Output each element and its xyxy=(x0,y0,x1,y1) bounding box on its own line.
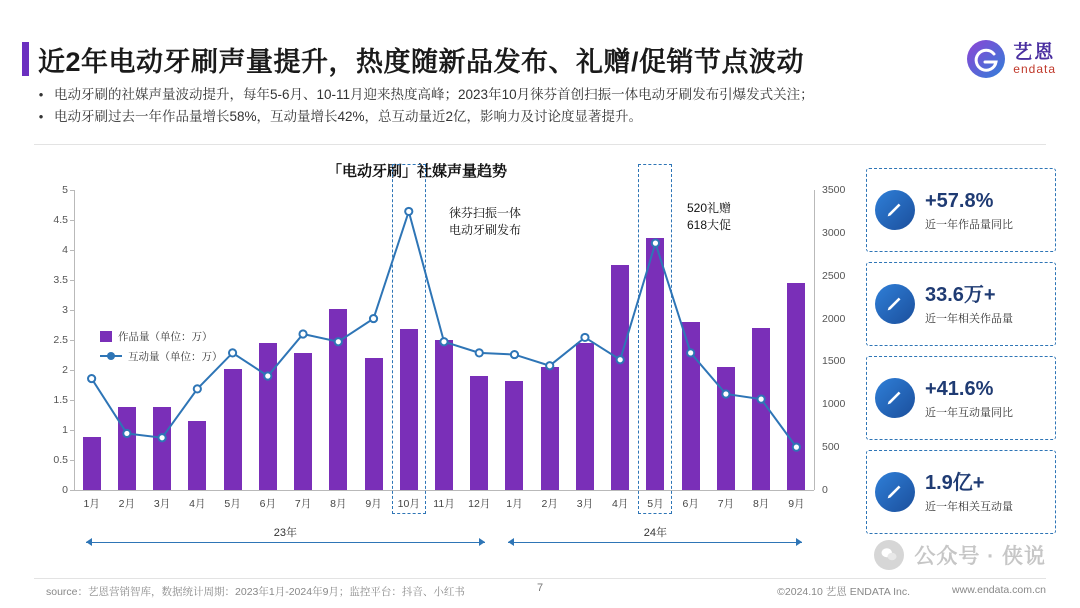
kpi-value: +41.6% xyxy=(925,377,994,400)
x-tick-label: 5月 xyxy=(647,498,664,510)
footer-divider xyxy=(34,578,1046,579)
kpi-card xyxy=(866,450,1056,534)
x-tick-label: 4月 xyxy=(612,498,629,510)
kpi-label: 近一年作品量同比 xyxy=(925,218,1013,231)
chart-title: 「电动牙刷」社媒声量趋势 xyxy=(326,163,507,180)
x-tick-label: 3月 xyxy=(576,498,594,510)
y-tick-label-right: 500 xyxy=(822,441,840,454)
year-bracket-23-arrow-left xyxy=(86,538,92,546)
legend-label: 互动量（单位：万） xyxy=(128,350,223,363)
y-tick-label-right: 3500 xyxy=(822,184,846,196)
year-bracket-23-arrow-right xyxy=(479,538,485,546)
legend-label: 作品量（单位：万） xyxy=(118,330,213,343)
pen-badge-icon xyxy=(875,378,915,418)
logo-text-en: endata xyxy=(1013,61,1056,76)
endata-logo-icon xyxy=(967,40,1005,78)
line-series xyxy=(74,190,814,490)
bullet-dot-icon: • xyxy=(38,87,44,102)
y-tick-left xyxy=(70,490,74,491)
x-tick-label: 4月 xyxy=(189,498,206,510)
kpi-label: 近一年互动量同比 xyxy=(925,406,1013,419)
y-tick-label-left: 3 xyxy=(62,304,68,316)
x-tick-label: 10月 xyxy=(397,498,420,510)
page-title: 近2年电动牙刷声量提升，热度随新品发布、礼赠/促销节点波动 xyxy=(38,47,805,77)
kpi-card xyxy=(866,262,1056,346)
y-tick-label-left: 1 xyxy=(62,424,68,436)
page-header xyxy=(0,18,1080,77)
year-bracket-23-line xyxy=(86,542,486,543)
chart-panel xyxy=(22,150,846,550)
y-tick-label-right: 1500 xyxy=(822,355,846,368)
watermark xyxy=(874,540,1046,570)
year-bracket-24-line xyxy=(508,542,802,543)
summary-bullets xyxy=(34,84,1034,128)
watermark-text: 公众号 · 侠说 xyxy=(914,545,1046,568)
year-bracket-23-label: 23年 xyxy=(273,527,298,539)
kpi-label: 近一年相关作品量 xyxy=(925,312,1013,325)
y-axis-right xyxy=(814,190,815,490)
annotation-leifen: 徕芬扫振一体 电动牙刷发布 xyxy=(449,206,522,237)
pen-badge-icon xyxy=(875,284,915,324)
kpi-label: 近一年相关互动量 xyxy=(925,500,1013,513)
x-tick-label: 6月 xyxy=(682,498,699,510)
chart-plot-area xyxy=(53,184,846,539)
x-tick-label: 7月 xyxy=(717,498,735,510)
pen-badge-icon xyxy=(875,190,915,230)
copyright-note: ©2024.10 艺恩 ENDATA Inc. xyxy=(777,586,910,598)
brand-logo xyxy=(967,40,1056,78)
source-note: source：艺恩营销智库，数据统计周期：2023年1月-2024年9月；监控平台：抖音、小红书 xyxy=(46,586,465,598)
bullet-item xyxy=(34,106,1034,128)
kpi-card xyxy=(866,168,1056,252)
y-tick-label-left: 5 xyxy=(62,184,68,196)
highlight-box-oct23 xyxy=(392,164,426,514)
x-tick-label: 6月 xyxy=(259,498,276,510)
x-tick-label: 11月 xyxy=(433,498,455,510)
title-accent-bar xyxy=(22,42,29,76)
x-tick-label: 9月 xyxy=(365,498,382,510)
y-tick-label-left: 0.5 xyxy=(53,454,68,466)
x-tick-label: 7月 xyxy=(294,498,312,510)
y-tick-label-right: 2500 xyxy=(822,269,846,282)
y-tick-label-left: 0 xyxy=(62,484,68,496)
y-tick-label-right: 2000 xyxy=(822,312,846,325)
bullet-text: 电动牙刷的社媒声量波动提升，每年5-6月、10-11月迎来热度高峰；2023年10月徕芬首创扫振一体电动牙刷发布引爆发式关注； xyxy=(54,87,814,102)
kpi-value: 33.6万+ xyxy=(925,283,996,306)
highlight-box-may24 xyxy=(638,164,672,514)
website-url: www.endata.com.cn xyxy=(952,584,1046,596)
x-tick-label: 9月 xyxy=(788,498,805,510)
x-tick-label: 3月 xyxy=(153,498,171,510)
logo-text-cn: 艺恩 xyxy=(1013,41,1056,63)
x-tick-label: 8月 xyxy=(752,498,770,510)
kpi-value: 1.9亿+ xyxy=(925,471,985,494)
x-axis xyxy=(74,490,814,491)
x-tick-label: 1月 xyxy=(506,498,523,510)
annotation-520: 520礼赠 618大促 xyxy=(687,201,732,232)
x-tick-label: 12月 xyxy=(468,498,491,510)
y-tick-label-right: 0 xyxy=(822,484,828,496)
x-tick-label: 1月 xyxy=(83,498,100,510)
x-tick-label: 5月 xyxy=(224,498,241,510)
x-tick-label: 2月 xyxy=(541,498,558,510)
year-bracket-24-label: 24年 xyxy=(643,527,668,539)
kpi-card-list xyxy=(866,168,1056,544)
x-tick-label: 2月 xyxy=(118,498,136,510)
x-tick-label: 8月 xyxy=(330,498,347,510)
bullet-item xyxy=(34,84,1034,106)
year-bracket-24-arrow-right xyxy=(796,538,802,546)
kpi-value: +57.8% xyxy=(925,189,994,212)
year-bracket-24-arrow-left xyxy=(508,538,514,546)
bullet-dot-icon: • xyxy=(38,109,44,124)
y-tick-label-left: 4.5 xyxy=(53,214,68,226)
y-tick-label-right: 3000 xyxy=(822,226,846,239)
y-tick-label-left: 1.5 xyxy=(53,394,68,406)
y-tick-label-left: 3.5 xyxy=(53,274,68,286)
page-number: 7 xyxy=(536,582,544,594)
bullet-text: 电动牙刷过去一年作品量增长58%，互动量增长42%，总互动量近2亿，影响力及讨论度显著提升。 xyxy=(54,109,643,124)
wechat-icon xyxy=(874,540,904,570)
y-tick-label-left: 4 xyxy=(62,244,68,256)
kpi-card xyxy=(866,356,1056,440)
y-tick-label-left: 2 xyxy=(62,364,68,376)
pen-badge-icon xyxy=(875,472,915,512)
y-tick-label-right: 1000 xyxy=(822,398,846,411)
y-tick-label-left: 2.5 xyxy=(53,334,68,346)
header-divider xyxy=(34,144,1046,145)
